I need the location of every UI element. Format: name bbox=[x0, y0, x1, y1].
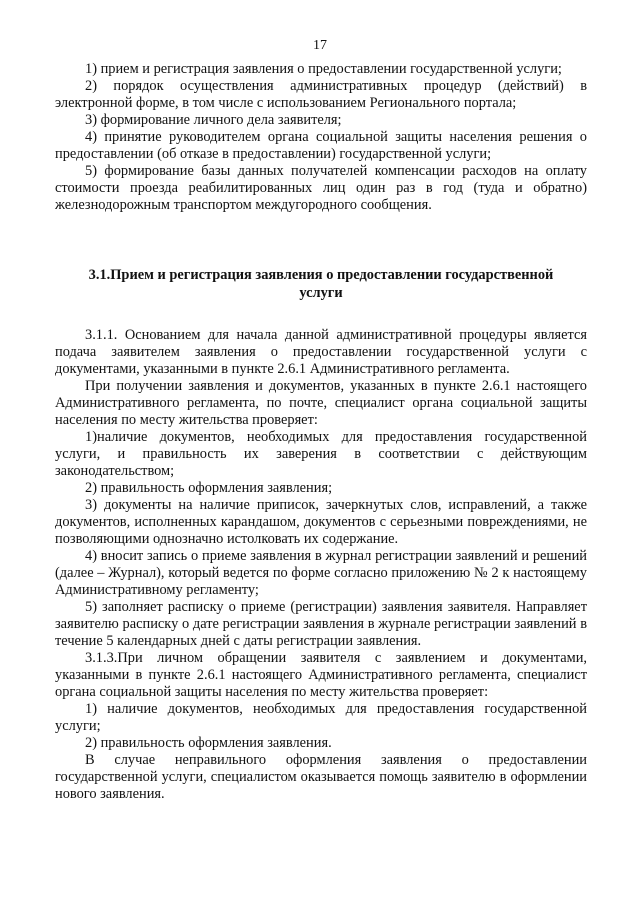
list-item: 3) формирование личного дела заявителя; bbox=[85, 112, 342, 128]
paragraph: При получении заявления и документов, указанных в пункте 2.6.1 настоящего Административного регламента, по почте, специалист органа социальной защиты населения по месту жительства проверяет: bbox=[55, 378, 587, 428]
paragraph: 3.1.1. Основанием для начала данной административной процедуры является подача заявителем заявления о предоставлении государственной услуги с документами, указанными в пункте 2.6.1 Административного регламента. bbox=[55, 327, 587, 377]
section-heading bbox=[55, 266, 587, 302]
section-heading-line: 3.1.Прием и регистрация заявления о предоставлении государственной bbox=[88, 267, 554, 283]
paragraph: 2) правильность оформления заявления; bbox=[85, 480, 333, 496]
paragraph: 1) наличие документов, необходимых для предоставления государственной услуги; bbox=[55, 701, 587, 734]
list-item: 4) принятие руководителем органа социальной защиты населения решения о предоставлении (об отказе в предоставлении) государственной услуги; bbox=[55, 129, 587, 162]
procedures-list bbox=[55, 61, 587, 214]
list-item: 2) порядок осуществления административных процедур (действий) в электронной форме, в том числе с использованием Регионального портала; bbox=[55, 78, 587, 111]
list-item: 5) формирование базы данных получателей компенсации расходов на оплату стоимости проезда реабилитированных лиц один раз в год (туда и обратно) железнодорожным транспортом междугородного сообщения. bbox=[55, 163, 587, 213]
section-body bbox=[55, 327, 587, 803]
paragraph: 2) правильность оформления заявления. bbox=[85, 735, 332, 751]
paragraph: 5) заполняет расписку о приеме (регистрации) заявления заявителя. Направляет заявителю расписку о дате регистрации заявления в журнале регистрации заявлений в течение 5 календарных дней с даты регистрации заявления. bbox=[55, 599, 587, 649]
page-number: 17 bbox=[313, 38, 327, 53]
paragraph: 1)наличие документов, необходимых для предоставления государственной услуги, и правильность их заверения в соответствии с действующим законодательством; bbox=[55, 429, 587, 479]
section-heading-line: услуги bbox=[299, 285, 343, 301]
paragraph: 4) вносит запись о приеме заявления в журнал регистрации заявлений и решений (далее – Журнал), который ведется по форме согласно приложению № 2 к настоящему Административному регламенту; bbox=[55, 548, 587, 598]
paragraph: 3) документы на наличие приписок, зачеркнутых слов, исправлений, а также документов, исполненных карандашом, документов с серьезными повреждениями, не позволяющими однозначно истолковать их содержание. bbox=[55, 497, 587, 547]
paragraph: 3.1.3.При личном обращении заявителя с заявлением и документами, указанными в пункте 2.6.1 настоящего Административного регламента, специалист органа социальной защиты населения по месту жительства проверяет: bbox=[55, 650, 587, 700]
list-item: 1) прием и регистрация заявления о предоставлении государственной услуги; bbox=[85, 61, 562, 77]
paragraph: В случае неправильного оформления заявления о предоставлении государственной услуги, специалистом оказывается помощь заявителю в оформлении нового заявления. bbox=[55, 752, 587, 802]
